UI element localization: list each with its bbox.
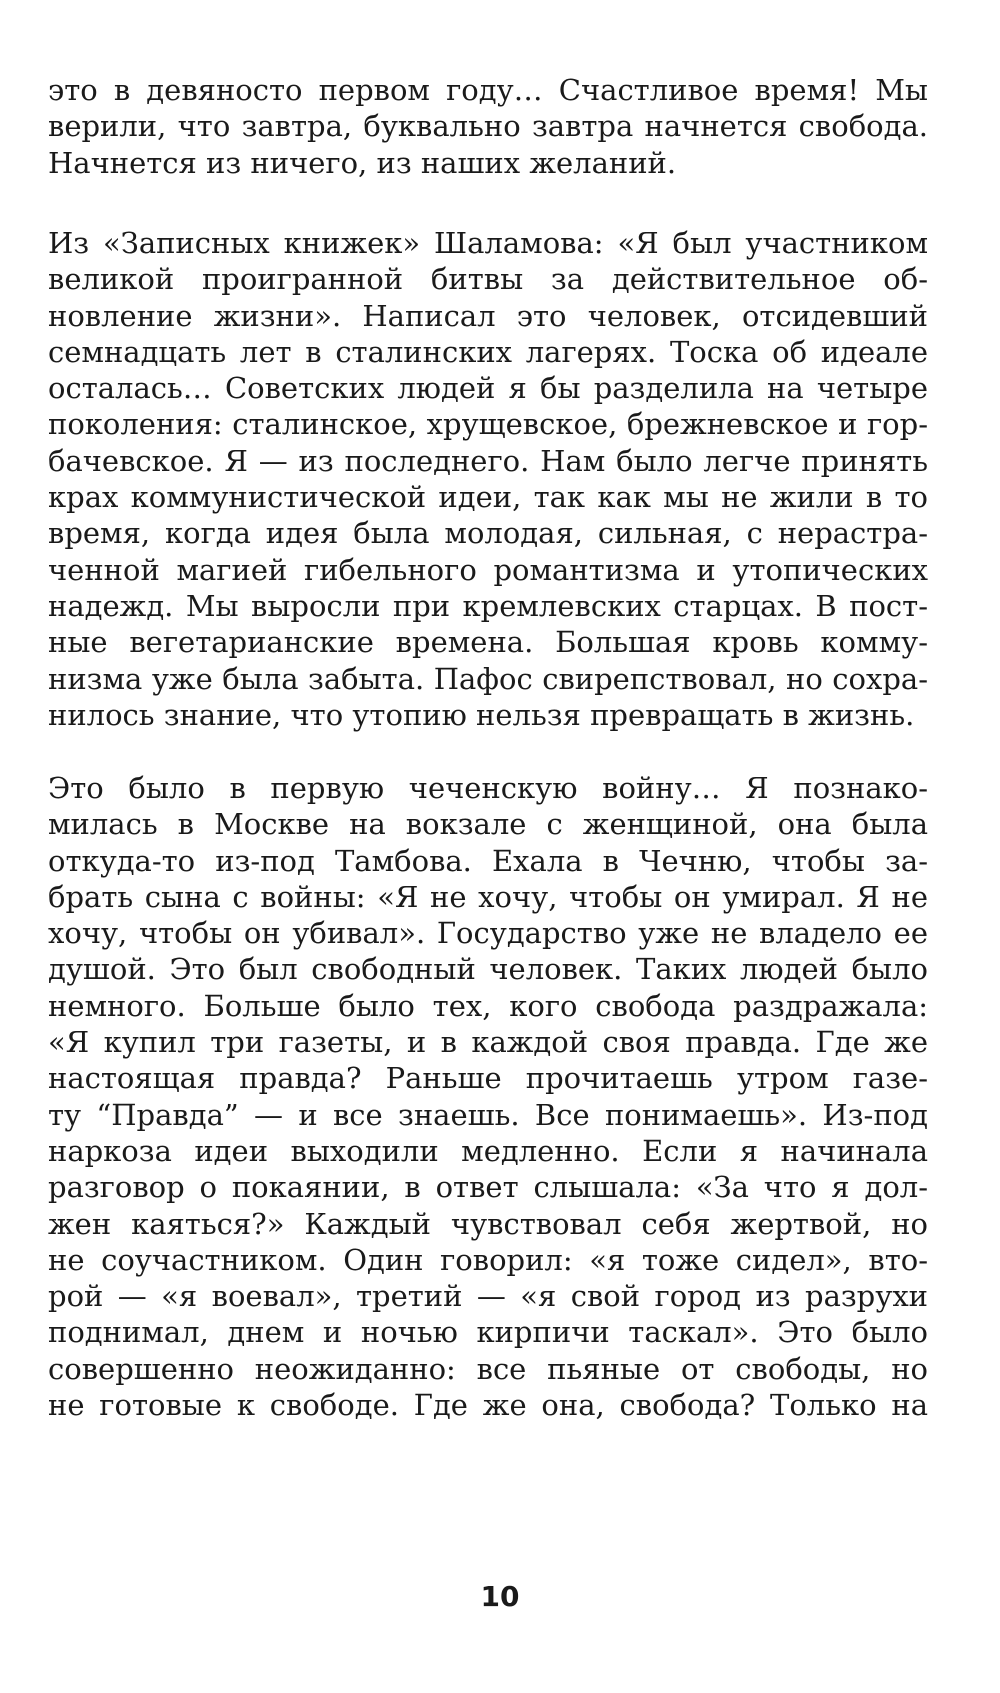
text-line: откуда-то из-под Тамбова. Ехала в Чечню, чтобы за- [48, 843, 928, 878]
paragraph-2 [48, 225, 928, 733]
text-line: милась в Москве на вокзале с женщиной, она была [48, 807, 928, 842]
text-line: осталась… Советских людей я бы разделила на четыре [48, 371, 928, 406]
text-line: ченной магией гибельного романтизма и утопических [48, 552, 928, 587]
text-line: это в девяносто первом году… Счастливое время! Мы [48, 73, 928, 107]
text-line: жен каяться?» Каждый чувствовал себя жертвой, но [48, 1206, 928, 1241]
page-number: 10 [480, 1580, 520, 1613]
text-line: нилось знание, что утопию нельзя превращать в жизнь. [48, 697, 915, 732]
text-line: совершенно неожиданно: все пьяные от свободы, но [48, 1351, 928, 1386]
text-line: немного. Больше было тех, кого свобода раздражала: [48, 988, 928, 1023]
text-line: Это было в первую чеченскую войну… Я познако- [48, 771, 928, 805]
text-line: крах коммунистической идеи, так как мы не жили в то [48, 480, 928, 515]
text-line: поднимал, днем и ночью кирпичи таскал». Это было [48, 1315, 928, 1350]
paragraph-3 [48, 770, 928, 1423]
text-line: новление жизни». Написал это человек, отсидевший [48, 298, 928, 333]
text-line: Из «Записных книжек» Шаламова: «Я был участником [48, 226, 928, 260]
text-line: низма уже была забыта. Пафос свирепствовал, но сохра- [48, 661, 928, 696]
text-line: душой. Это был свободный человек. Таких людей было [48, 952, 928, 987]
text-line: ные вегетарианские времена. Большая кровь комму- [48, 625, 928, 660]
text-line: Начнется из ничего, из наших желаний. [48, 145, 677, 180]
text-line: наркоза идеи выходили медленно. Если я начинала [48, 1133, 928, 1168]
text-line: не соучастником. Один говорил: «я тоже сидел», вто- [48, 1242, 928, 1277]
text-line: брать сына с войны: «Я не хочу, чтобы он умирал. Я не [48, 879, 928, 914]
text-line: не готовые к свободе. Где же она, свобода? Только на [48, 1388, 928, 1423]
text-line: время, когда идея была молодая, сильная, с нерастра- [48, 516, 928, 551]
text-line: разговор о покаянии, в ответ слышала: «За что я дол- [48, 1170, 928, 1205]
text-line: настоящая правда? Раньше прочитаешь утром газе- [48, 1061, 928, 1096]
text-line: верили, что завтра, буквально завтра начнется свобода. [48, 109, 928, 144]
text-line: «Я купил три газеты, и в каждой своя правда. Где же [48, 1025, 928, 1060]
text-line: рой — «я воевал», третий — «я свой город из разрухи [48, 1279, 928, 1314]
text-line: бачевское. Я — из последнего. Нам было легче принять [48, 443, 928, 478]
text-line: семнадцать лет в сталинских лагерях. Тоска об идеале [48, 334, 928, 369]
text-line: великой проигранной битвы за действительное об- [48, 262, 928, 297]
text-line: надежд. Мы выросли при кремлевских старцах. В пост- [48, 588, 928, 623]
paragraph-1 [48, 72, 928, 181]
text-line: хочу, чтобы он убивал». Государство уже не владело ее [48, 916, 928, 951]
text-line: ту “Правда” — и все знаешь. Все понимаешь». Из-под [48, 1097, 928, 1132]
text-line: поколения: сталинское, хрущевское, брежневское и гор- [48, 407, 928, 442]
